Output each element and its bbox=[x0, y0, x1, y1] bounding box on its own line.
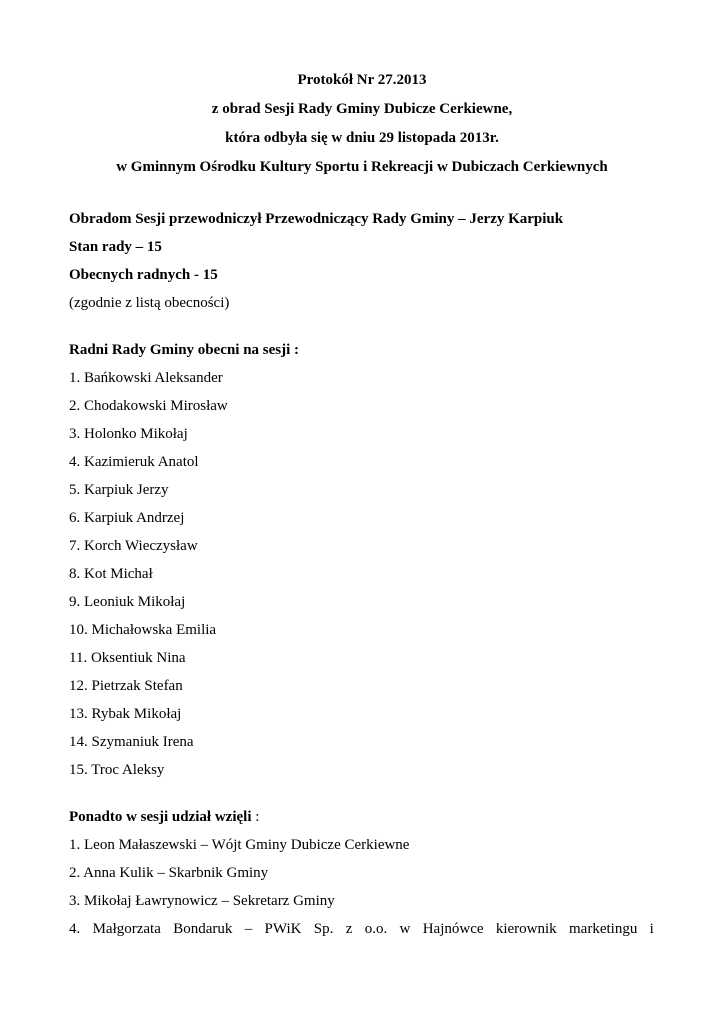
guest-word: PWiK bbox=[264, 921, 302, 937]
guest-word: 4. bbox=[69, 921, 81, 937]
councilor-item: 11. Oksentiuk Nina bbox=[69, 650, 186, 666]
councilor-item: 13. Rybak Mikołaj bbox=[69, 706, 182, 722]
document-body bbox=[69, 205, 654, 943]
guests-heading: Ponadto w sesji udział wzięli bbox=[69, 809, 252, 825]
councilor-item: 2. Chodakowski Mirosław bbox=[69, 398, 228, 414]
guest-word: Małgorzata bbox=[92, 921, 161, 937]
present-count-line: Obecnych radnych - 15 bbox=[69, 267, 218, 283]
guest-word: o.o. bbox=[364, 921, 388, 937]
guest-word: w bbox=[399, 921, 411, 937]
councilor-item: 1. Bańkowski Aleksander bbox=[69, 370, 223, 386]
guests-heading-suffix: : bbox=[251, 809, 260, 825]
councilor-item: 10. Michałowska Emilia bbox=[69, 622, 217, 638]
councilor-item: 4. Kazimieruk Anatol bbox=[69, 454, 199, 470]
councilor-item: 5. Karpiuk Jerzy bbox=[69, 482, 169, 498]
guest-word: – bbox=[244, 921, 253, 937]
guest-item: 2. Anna Kulik – Skarbnik Gminy bbox=[69, 865, 269, 881]
session-subtitle: z obrad Sesji Rady Gminy Dubicze Cerkiewne, bbox=[211, 101, 513, 117]
council-size-line: Stan rady – 15 bbox=[69, 239, 162, 255]
guest-item: 1. Leon Małaszewski – Wójt Gminy Dubicze Cerkiewne bbox=[69, 837, 410, 853]
councilor-item: 6. Karpiuk Andrzej bbox=[69, 510, 185, 526]
guest-word: Hajnówce bbox=[422, 921, 484, 937]
protocol-title: Protokół Nr 27.2013 bbox=[297, 72, 427, 88]
councilor-item: 8. Kot Michał bbox=[69, 566, 153, 582]
guest-item: 3. Mikołaj Ławrynowicz – Sekretarz Gminy bbox=[69, 893, 335, 909]
councilor-item: 3. Holonko Mikołaj bbox=[69, 426, 188, 442]
guest-word: marketingu bbox=[569, 921, 638, 937]
councilor-item: 15. Troc Aleksy bbox=[69, 762, 165, 778]
councilor-item: 14. Szymaniuk Irena bbox=[69, 734, 194, 750]
session-venue: w Gminnym Ośrodku Kultury Sportu i Rekreacji w Dubiczach Cerkiewnych bbox=[116, 159, 608, 175]
chair-line: Obradom Sesji przewodniczył Przewodniczący Rady Gminy – Jerzy Karpiuk bbox=[69, 211, 564, 227]
councilor-item: 7. Korch Wieczysław bbox=[69, 538, 198, 554]
councilor-item: 9. Leoniuk Mikołaj bbox=[69, 594, 186, 610]
councilor-item: 12. Pietrzak Stefan bbox=[69, 678, 183, 694]
guest-word: kierownik bbox=[495, 921, 557, 937]
attendance-note: (zgodnie z listą obecności) bbox=[69, 295, 230, 311]
guest-item-justified bbox=[69, 915, 654, 943]
guest-word: Bondaruk bbox=[173, 921, 233, 937]
guest-word: Sp. bbox=[313, 921, 334, 937]
session-date: która odbyła się w dniu 29 listopada 2013r. bbox=[225, 130, 499, 146]
councilors-heading: Radni Rady Gminy obecni na sesji : bbox=[69, 342, 300, 358]
document-header bbox=[0, 66, 724, 182]
guest-word: i bbox=[649, 921, 654, 937]
guests-heading-line bbox=[69, 803, 654, 831]
guest-word: z bbox=[345, 921, 353, 937]
